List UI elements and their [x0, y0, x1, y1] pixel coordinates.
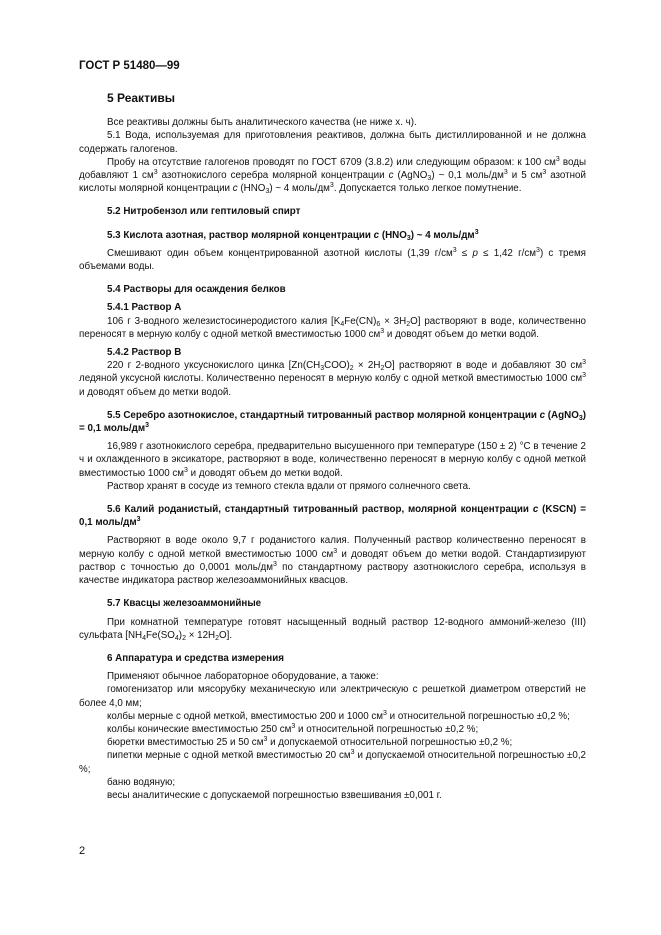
- section-5-5-title: 5.5 Серебро азотнокислое, стандартный титрованный раствор молярной концентрации c (AgNO$_3$) = 0,1 моль/$дм^3$: [79, 409, 586, 435]
- section-5-5-text-2: Раствор хранят в сосуде из темного стекла вдали от прямого солнечного света.: [107, 480, 471, 492]
- section-5-4-1-text: 106 г 3-водного железистосинеродистого калия $[K_4Fe(CN)_6 \times 3H_2O]$ растворяют в воде, количественно переносят в мерную колбу с одной меткой вместимостью 1000 $см^3$ и доводят объем до метки водой.: [79, 315, 586, 340]
- section-6-conical-flasks: колбы конические вместимостью 250 $см^3$ и относительной погрешностью ±0,2 %;: [107, 722, 479, 735]
- section-5-1-halogen-test: Пробу на отсутствие галогенов проводят по ГОСТ 6709 (3.8.2) или следующим образом: к 100 $см^3$ воды добавляют 1 $см^3$ азотнокислого серебра молярной концентрации c (AgNO$_3$) ~ 0,1 моль/$дм^3$ и 5 $см^3$ азотной кислоты молярной концентрации c $(HNO_3)$ ~ 4 моль/$дм^3$. Допускается только легкое помутнение.: [79, 155, 586, 196]
- document-body: [79, 92, 586, 802]
- section-6-title: 6 Аппаратура и средства измерения: [107, 652, 284, 664]
- page-number: 2: [79, 845, 86, 857]
- section-5-6-title: 5.6 Калий роданистый, стандартный титрованный раствор, молярной концентрации c (KSCN) = 0,1 моль/$дм^3$: [79, 504, 586, 529]
- section-5-1: 5.1 Вода, используемая для приготовления реактивов, должна быть дистиллированной и не должна содержать галогенов.: [79, 130, 586, 155]
- section-5-3-text: Смешивают один объем концентрированной азотной кислоты (1,39 $г/см^3 \le p \le 1,42$ $г/см^3$) с тремя объемами воды.: [79, 246, 586, 273]
- section-5-7-title: 5.7 Квасцы железоаммонийные: [107, 598, 262, 610]
- section-5-title: 5 Реактивы: [107, 91, 175, 105]
- section-5-2-title: 5.2 Нитробензол или гептиловый спирт: [107, 206, 301, 218]
- section-6-balance: весы аналитические с допускаемой погрешностью взвешивания ±0,001 г.: [107, 789, 442, 801]
- section-5-4-2-title: 5.4.2 Раствор В: [107, 347, 182, 359]
- section-6-homogenizer: гомогенизатор или мясорубку механическую или электрическую с решеткой диаметром отверстий не более 4,0 мм;: [79, 684, 586, 709]
- section-5-intro: Все реактивы должны быть аналитического качества (не ниже х. ч).: [107, 117, 417, 129]
- section-5-5-text-1: 16,989 г азотнокислого серебра, предварительно высушенного при температуре (150 ± 2) °С в течение 2 ч и охлажденного в эксикаторе, растворяют в воде, количественно переносят в мерную колбу с одной меткой вместимостью 1000 $см^3$ и доводят объем до метки водой.: [79, 441, 586, 479]
- document-header: ГОСТ Р 51480—99: [79, 60, 180, 72]
- section-6-pipettes: пипетки мерные с одной меткой вместимостью 20 $см^3$ и допускаемой относительной погрешностью ±0,2 %;: [79, 749, 587, 775]
- section-6-burettes: бюретки вместимостью 25 и 50 $см^3$ и допускаемой относительной погрешностью ±0,2 %;: [107, 736, 513, 749]
- section-5-7-text: При комнатной температуре готовят насыщенный водный раствор 12-водного аммоний-железо (III) сульфата $[NH_4Fe(SO_4)_2 \times 12H_2O]$.: [79, 616, 586, 642]
- section-6-text-1: Применяют обычное лабораторное оборудование, а также:: [107, 671, 379, 683]
- section-5-6-text: Растворяют в воде около 9,7 г роданистого калия. Полученный раствор количественно переносят в мерную колбу с одной меткой вместимостью 1000 $см^3$ и доводят объем до метки водой. Стандартизируют раствор с точностью до 0,0001 моль/$дм^3$ по стандартному раствору азотнокислого серебра, используя в качестве индикатора раствор железоаммонийных квасцов.: [79, 535, 586, 587]
- section-5-3-title: 5.3 Кислота азотная, раствор молярной концентрации c $(HNO_3)$ ~ 4 моль/$дм^3$: [107, 228, 479, 242]
- section-5-4-2-text: 220 г 2-водного уксуснокислого цинка $[Zn(CH_3COO)_2 \times 2H_2O]$ растворяют в воде и добавляют 30 $см^3$ ледяной уксусной кислоты. Количественно переносят в мерную колбу с одной меткой вместимостью 1000 $см^3$ и доводят объем до метки водой.: [79, 359, 586, 398]
- section-6-water-bath: баню водяную;: [107, 776, 176, 788]
- section-5-4-1-title: 5.4.1 Раствор А: [107, 302, 182, 314]
- section-6-volumetric-flasks: колбы мерные с одной меткой, вместимостью 200 и 1000 $см^3$ и относительной погрешностью ±0,2 %;: [107, 709, 570, 722]
- section-5-4-title: 5.4 Растворы для осаждения белков: [107, 284, 286, 296]
